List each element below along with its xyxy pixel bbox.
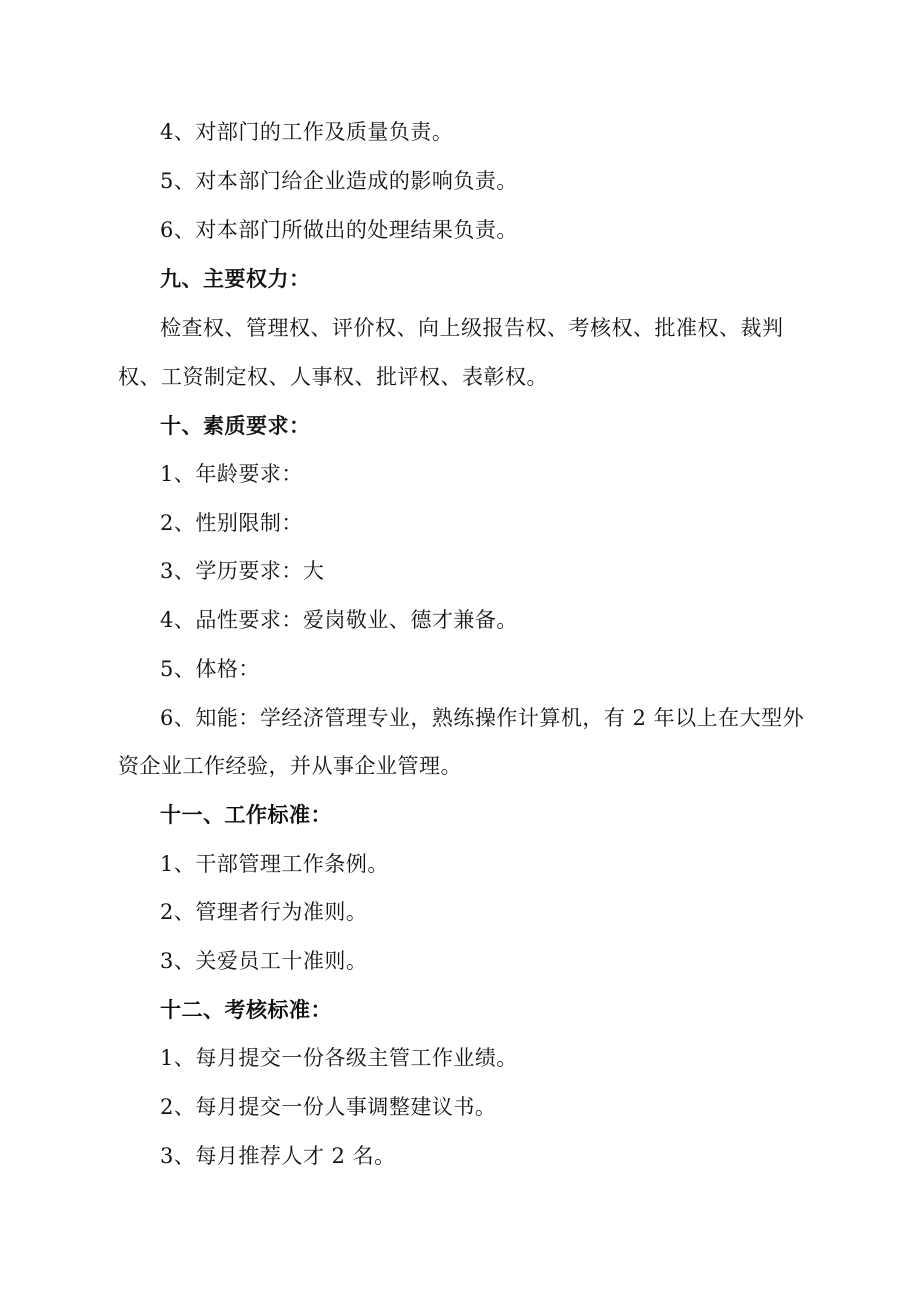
duty-item-6: 6、对本部门所做出的处理结果负责。 <box>160 218 518 242</box>
standard-item-3: 3、关爱员工十准则。 <box>160 949 368 973</box>
requirement-item-2: 2、性别限制： <box>160 511 303 535</box>
requirement-item-6-line-1: 6、知能：学经济管理专业，熟练操作计算机，有 2 年以上在大型外 <box>160 706 805 730</box>
assessment-item-2: 2、每月提交一份人事调整建议书。 <box>160 1095 497 1119</box>
requirement-item-1: 1、年龄要求： <box>160 462 303 486</box>
requirement-item-6-line-2: 资企业工作经验，并从事企业管理。 <box>118 754 462 778</box>
standard-item-2: 2、管理者行为准则。 <box>160 900 368 924</box>
standard-item-1: 1、干部管理工作条例。 <box>160 852 389 876</box>
assessment-item-1: 1、每月提交一份各级主管工作业绩。 <box>160 1046 518 1070</box>
requirement-item-4: 4、品性要求：爱岗敬业、德才兼备。 <box>160 608 518 632</box>
duty-item-5: 5、对本部门给企业造成的影响负责。 <box>160 169 518 193</box>
section-12-heading: 十二、考核标准： <box>160 997 332 1022</box>
section-9-body-line-1: 检查权、管理权、评价权、向上级报告权、考核权、批准权、裁判 <box>160 316 784 340</box>
section-10-heading: 十、素质要求： <box>160 413 311 438</box>
duty-item-4: 4、对部门的工作及质量负责。 <box>160 120 454 144</box>
section-9-heading: 九、主要权力： <box>160 266 311 291</box>
requirement-item-3: 3、学历要求：大 <box>160 559 325 583</box>
section-11-heading: 十一、工作标准： <box>160 802 332 827</box>
assessment-item-3: 3、每月推荐人才 2 名。 <box>160 1144 396 1168</box>
requirement-item-5: 5、体格： <box>160 657 260 681</box>
section-9-body-line-2: 权、工资制定权、人事权、批评权、表彰权。 <box>118 365 548 389</box>
